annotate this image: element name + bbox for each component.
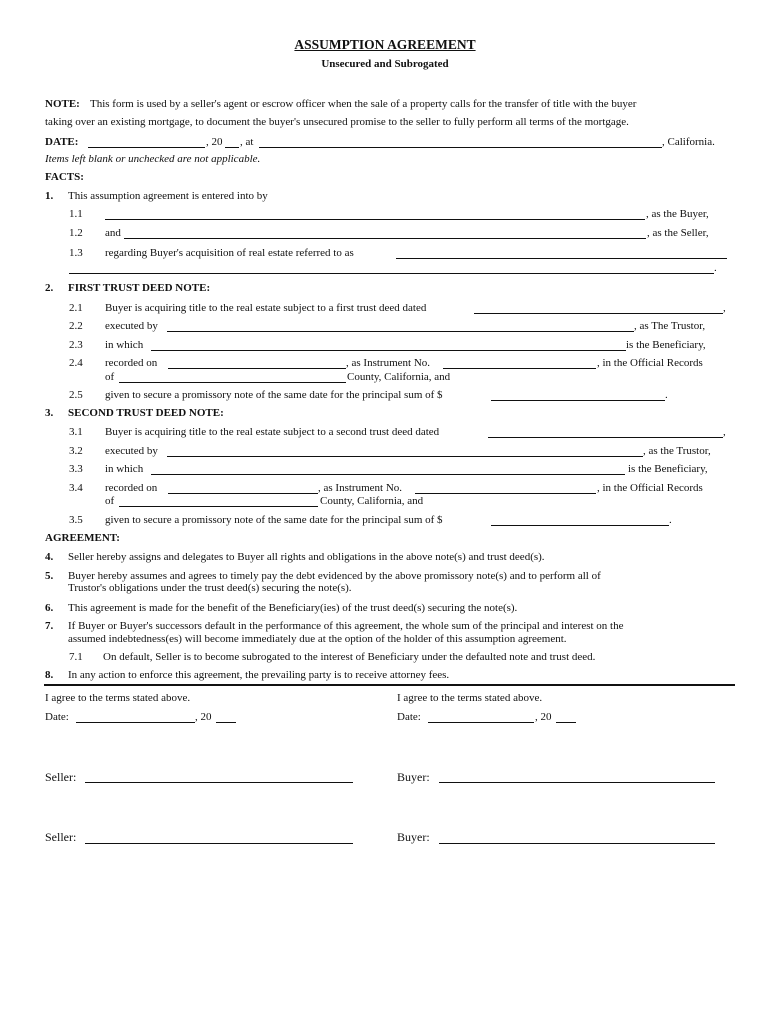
second-trust-acquiring-text: Buyer is acquiring title to the real estate subject to a second trust deed dated [105,426,440,438]
second-beneficiary-field[interactable] [151,474,625,475]
seller-role-label: , as the Seller, [647,227,709,239]
first-promissory-period: . [665,389,668,401]
section-2-3-number: 2.3 [69,339,83,351]
facts-heading: FACTS: [45,171,84,183]
seller-signature-field-1[interactable] [85,782,353,783]
date-location-field[interactable] [259,147,662,148]
first-principal-sum-field[interactable] [491,400,665,401]
buyer-signature-label-2: Buyer: [397,830,430,844]
property-period: . [714,262,717,274]
seller-signature-label-2: Seller: [45,830,77,844]
seller-date-label: Date: [45,711,69,723]
section-3-1-number: 3.1 [69,426,83,438]
buyer-agree-statement: I agree to the terms stated above. [397,692,543,704]
second-trust-heading: SECOND TRUST DEED NOTE: [68,407,224,419]
date-california-label: , California. [662,136,715,148]
section-6-number: 6. [45,602,54,614]
second-trustor-label: , as the Trustor, [643,445,711,457]
property-reference-field-line-2[interactable] [69,273,714,274]
section-5-number: 5. [45,570,54,582]
buyer-signature-label-1: Buyer: [397,770,430,784]
date-at-label: , at [240,136,254,148]
signature-divider [44,684,735,686]
note-text-line-2: taking over an existing mortgage, to document the buyer's unsecured promise to the seller to fully perform all terms of the mortgage. [45,116,629,128]
date-label: DATE: [45,136,79,148]
second-trust-date-field[interactable] [488,437,723,438]
second-of-label: of [105,495,115,507]
first-trustor-field[interactable] [167,331,634,332]
second-county-label: County, California, and [320,495,424,507]
buyer-date-year-prefix: , 20 [535,711,552,723]
date-year-prefix: , 20 [206,136,223,148]
first-official-records-label: , in the Official Records [597,357,703,369]
section-5-text-line-1: Buyer hereby assumes and agrees to timely pay the debt evidenced by the above promissory note(s) and to perform all of [68,570,601,582]
section-7-1-text: On default, Seller is to become subrogated to the interest of Beneficiary under the defaulted note and trust deed. [103,651,596,663]
facts-intro: This assumption agreement is entered into by [68,190,268,202]
seller-date-year-field[interactable] [216,722,236,723]
second-county-field[interactable] [119,506,318,507]
agreement-heading: AGREEMENT: [45,532,120,544]
property-reference-field[interactable] [396,258,727,259]
and-label: and [105,227,121,239]
buyer-signature-field-1[interactable] [439,782,715,783]
buyer-role-label: , as the Buyer, [646,208,709,220]
second-principal-sum-field[interactable] [491,525,669,526]
section-7-number: 7. [45,620,54,632]
first-of-label: of [105,371,115,383]
section-8-number: 8. [45,669,54,681]
first-instrument-number-field[interactable] [443,368,596,369]
second-recorded-date-field[interactable] [168,493,318,494]
section-2-4-number: 2.4 [69,357,83,369]
first-beneficiary-label: is the Beneficiary, [626,339,706,351]
first-executed-label: executed by [105,320,158,332]
first-beneficiary-field[interactable] [151,350,626,351]
buyer-date-label: Date: [397,711,421,723]
second-promissory-text: given to secure a promissory note of the same date for the principal sum of $ [105,514,443,526]
first-trust-date-comma: , [723,302,726,314]
seller-agree-statement: I agree to the terms stated above. [45,692,191,704]
first-trustor-label: , as The Trustor, [634,320,706,332]
page-subtitle: Unsecured and Subrogated [321,58,449,70]
date-year-field[interactable] [225,147,239,148]
section-3-4-number: 3.4 [69,482,83,494]
section-1-2-number: 1.2 [69,227,83,239]
seller-signature-field-2[interactable] [85,843,353,844]
seller-name-field[interactable] [124,238,646,239]
section-3-3-number: 3.3 [69,463,83,475]
second-trust-date-comma: , [723,426,726,438]
first-trust-heading: FIRST TRUST DEED NOTE: [68,282,211,294]
seller-date-year-prefix: , 20 [195,711,212,723]
note-label: NOTE: [45,98,80,110]
first-trust-acquiring-text: Buyer is acquiring title to the real estate subject to a first trust deed dated [105,302,427,314]
first-in-which-label: in which [105,339,144,351]
buyer-signature-field-2[interactable] [439,843,715,844]
section-2-number: 2. [45,282,54,294]
section-7-text-line-2: assumed indebtedness(es) will become immediately due at the option of the holder of this assumption agreement. [68,633,567,645]
second-instrument-label: , as Instrument No. [318,482,403,494]
section-2-5-number: 2.5 [69,389,83,401]
seller-date-field[interactable] [76,722,195,723]
page-title: ASSUMPTION AGREEMENT [294,37,476,52]
second-beneficiary-label: is the Beneficiary, [628,463,708,475]
section-8-text: In any action to enforce this agreement, the prevailing party is to receive attorney fees. [68,669,450,681]
blank-items-note: Items left blank or unchecked are not applicable. [45,153,261,165]
section-2-2-number: 2.2 [69,320,83,332]
section-3-5-number: 3.5 [69,514,83,526]
section-4-text: Seller hereby assigns and delegates to Buyer all rights and obligations in the above note(s) and trust deed(s). [68,551,545,563]
first-instrument-label: , as Instrument No. [346,357,431,369]
section-5-text-line-2: Trustor's obligations under the trust deed(s) securing the note(s). [68,582,352,594]
date-field[interactable] [88,147,205,148]
seller-signature-label-1: Seller: [45,770,77,784]
first-recorded-label: recorded on [105,357,158,369]
second-executed-label: executed by [105,445,158,457]
note-text-line-1: This form is used by a seller's agent or escrow officer when the sale of a property calls for the transfer of title with the buyer [90,98,637,110]
section-7-1-number: 7.1 [69,651,83,663]
section-6-text: This agreement is made for the benefit of the Beneficiary(ies) of the trust deed(s) securing the note(s). [68,602,518,614]
second-in-which-label: in which [105,463,144,475]
section-3-number: 3. [45,407,54,419]
regarding-text: regarding Buyer's acquisition of real estate referred to as [105,247,354,259]
first-county-field[interactable] [119,382,346,383]
first-trust-date-field[interactable] [474,313,723,314]
buyer-name-field[interactable] [105,219,645,220]
second-trustor-field[interactable] [167,456,643,457]
second-promissory-period: . [669,514,672,526]
second-instrument-number-field[interactable] [415,493,596,494]
first-county-label: County, California, and [347,371,451,383]
second-recorded-label: recorded on [105,482,158,494]
section-2-1-number: 2.1 [69,302,83,314]
facts-number-1: 1. [45,190,54,202]
section-1-1-number: 1.1 [69,208,83,220]
first-recorded-date-field[interactable] [168,368,346,369]
buyer-date-year-field[interactable] [556,722,576,723]
section-4-number: 4. [45,551,54,563]
section-3-2-number: 3.2 [69,445,83,457]
first-promissory-text: given to secure a promissory note of the same date for the principal sum of $ [105,389,443,401]
section-7-text-line-1: If Buyer or Buyer's successors default in the performance of this agreement, the whole sum of the principal and interest on the [68,620,624,632]
second-official-records-label: , in the Official Records [597,482,703,494]
section-1-3-number: 1.3 [69,247,83,259]
buyer-date-field[interactable] [428,722,534,723]
